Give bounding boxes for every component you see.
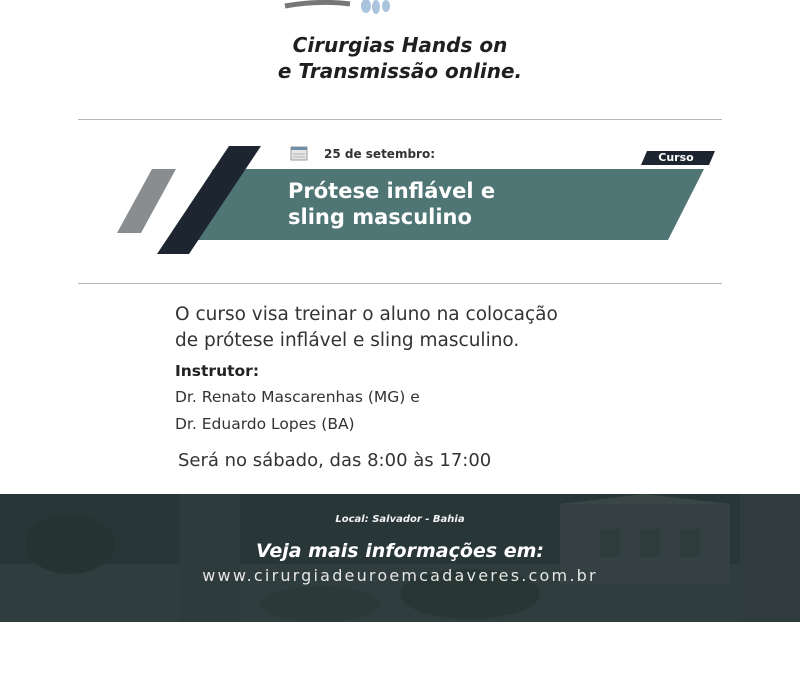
course-title (288, 178, 495, 230)
headline-line-2: e Transmissão online. (277, 59, 523, 83)
calendar-icon (290, 145, 308, 161)
instructor-line-2: Dr. Eduardo Lopes (BA) (175, 415, 355, 433)
course-date: 25 de setembro: (324, 147, 435, 161)
event-location: Local: Salvador - Bahia (335, 514, 465, 525)
instructor-label: Instrutor: (175, 362, 260, 380)
website-link[interactable]: www.cirurgiadeuroemcadaveres.com.br (202, 566, 598, 585)
footer-banner (0, 494, 800, 622)
course-description (175, 302, 558, 354)
description-line-2: de prótese inflável e sling masculino. (175, 330, 520, 351)
description-line-1: O curso visa treinar o aluno na colocação (175, 304, 558, 325)
banner-gray-stripe (117, 169, 176, 233)
schedule-text: Será no sábado, das 8:00 às 17:00 (178, 450, 492, 471)
course-title-line-1: Prótese inflável e (288, 179, 496, 203)
instructor-line-1: Dr. Renato Mascarenhas (MG) e (175, 388, 420, 406)
course-badge: Curso (658, 151, 694, 164)
bottom-divider (78, 283, 722, 284)
headline-line-1: Cirurgias Hands on (292, 33, 508, 57)
more-info-heading: Veja mais informações em: (256, 540, 544, 562)
course-title-line-2: sling masculino (288, 205, 472, 229)
